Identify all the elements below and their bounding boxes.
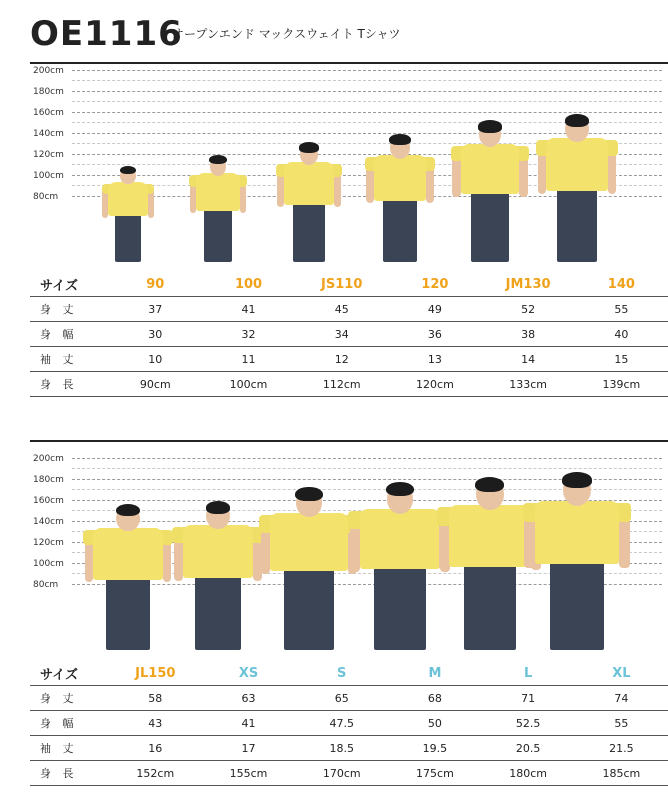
figure-hair — [206, 501, 231, 514]
product-code: OE1116 — [30, 14, 183, 54]
ruler-label: 180cm — [33, 87, 64, 97]
value-cell: 45 — [295, 297, 388, 322]
value-cell: 17 — [202, 736, 295, 761]
size-cell: L — [482, 661, 575, 686]
ruler-label: 120cm — [33, 538, 64, 548]
ruler-label: 80cm — [33, 192, 59, 202]
figure-legs — [464, 565, 517, 650]
value-cell: 170cm — [295, 761, 388, 786]
figure-shirt — [374, 155, 427, 200]
figure-hair — [478, 120, 502, 132]
value-cell: 185cm — [575, 761, 668, 786]
measure-row — [30, 761, 668, 786]
size-cell: XL — [575, 661, 668, 686]
ruler-label: 200cm — [33, 454, 64, 464]
figure-legs — [471, 192, 509, 262]
value-cell: 180cm — [482, 761, 575, 786]
figure-shirt — [449, 505, 531, 567]
value-cell: 155cm — [202, 761, 295, 786]
figure-legs — [106, 578, 150, 650]
measure-row — [30, 372, 668, 397]
measure-row — [30, 686, 668, 711]
figure-legs — [204, 209, 232, 262]
value-cell: 13 — [388, 347, 481, 372]
value-cell: 90cm — [109, 372, 202, 397]
value-cell: 55 — [575, 297, 668, 322]
figure-legs — [550, 562, 604, 650]
value-cell: 58 — [109, 686, 202, 711]
value-cell: 63 — [202, 686, 295, 711]
row-label: 袖 丈 — [30, 736, 109, 761]
value-cell: 21.5 — [575, 736, 668, 761]
size-cell: JL150 — [109, 661, 202, 686]
row-label: 身 長 — [30, 761, 109, 786]
row-label: 身 長 — [30, 372, 109, 397]
value-cell: 68 — [388, 686, 481, 711]
value-cell: 52 — [482, 297, 575, 322]
figure-shirt — [196, 173, 240, 211]
value-cell: 112cm — [295, 372, 388, 397]
figure-shirt — [93, 528, 162, 580]
value-cell: 36 — [388, 322, 481, 347]
value-cell: 12 — [295, 347, 388, 372]
value-cell: 37 — [109, 297, 202, 322]
value-cell: 52.5 — [482, 711, 575, 736]
size-table-adults — [30, 661, 668, 786]
figure-legs — [115, 214, 140, 262]
figure-hair — [565, 114, 590, 127]
figure-hair — [386, 482, 414, 497]
row-label: 身 丈 — [30, 297, 109, 322]
product-name: オープンエンド マックスウェイト Tシャツ — [172, 27, 401, 41]
figure-legs — [284, 569, 334, 650]
value-cell: 55 — [575, 711, 668, 736]
value-cell: 15 — [575, 347, 668, 372]
figure-legs — [293, 203, 325, 262]
figure-hair — [475, 477, 504, 492]
section1-top-rule — [30, 62, 668, 64]
value-cell: 139cm — [575, 372, 668, 397]
figure-legs — [195, 576, 240, 650]
ruler-label: 180cm — [33, 475, 64, 485]
value-cell: 41 — [202, 711, 295, 736]
value-cell: 120cm — [388, 372, 481, 397]
value-cell: 49 — [388, 297, 481, 322]
size-cell: 120 — [388, 272, 481, 297]
size-cell: JS110 — [295, 272, 388, 297]
figure-hair — [116, 504, 140, 517]
figure-hair — [562, 472, 592, 487]
value-cell: 32 — [202, 322, 295, 347]
value-cell: 74 — [575, 686, 668, 711]
ruler-label: 120cm — [33, 150, 64, 160]
value-cell: 43 — [109, 711, 202, 736]
figure-shirt — [360, 509, 440, 569]
value-cell: 16 — [109, 736, 202, 761]
row-label: サイズ — [30, 661, 109, 686]
value-cell: 65 — [295, 686, 388, 711]
figure-shirt — [108, 182, 148, 216]
value-cell: 40 — [575, 322, 668, 347]
measure-row — [30, 322, 668, 347]
row-label: 身 幅 — [30, 711, 109, 736]
measure-row — [30, 736, 668, 761]
size-cell: M — [388, 661, 481, 686]
figure-legs — [374, 567, 425, 650]
value-cell: 30 — [109, 322, 202, 347]
section2-top-rule — [30, 440, 668, 442]
value-cell: 38 — [482, 322, 575, 347]
figure-legs — [383, 199, 417, 262]
ruler-label: 100cm — [33, 171, 64, 181]
measure-row — [30, 297, 668, 322]
ruler-label: 140cm — [33, 517, 64, 527]
value-cell: 34 — [295, 322, 388, 347]
size-table-children — [30, 272, 668, 397]
row-label: 身 丈 — [30, 686, 109, 711]
value-cell: 133cm — [482, 372, 575, 397]
value-cell: 19.5 — [388, 736, 481, 761]
figure-hair — [389, 134, 410, 145]
size-cell: 100 — [202, 272, 295, 297]
figure-shirt — [183, 525, 254, 578]
size-cell: JM130 — [482, 272, 575, 297]
figure-hair — [209, 155, 227, 164]
value-cell: 47.5 — [295, 711, 388, 736]
value-cell: 14 — [482, 347, 575, 372]
ruler-label: 80cm — [33, 580, 59, 590]
row-label: サイズ — [30, 272, 109, 297]
figure-shirt — [546, 138, 607, 191]
size-row — [30, 661, 668, 686]
size-cell: XS — [202, 661, 295, 686]
value-cell: 50 — [388, 711, 481, 736]
children-figures — [0, 70, 668, 265]
value-cell: 20.5 — [482, 736, 575, 761]
figure-hair — [299, 142, 319, 152]
figure-hair — [120, 166, 136, 174]
row-label: 身 幅 — [30, 322, 109, 347]
figure-shirt — [535, 501, 619, 564]
size-cell: 140 — [575, 272, 668, 297]
ruler-label: 160cm — [33, 496, 64, 506]
size-cell: 90 — [109, 272, 202, 297]
measure-row — [30, 347, 668, 372]
value-cell: 41 — [202, 297, 295, 322]
value-cell: 100cm — [202, 372, 295, 397]
figure-shirt — [270, 513, 348, 571]
value-cell: 11 — [202, 347, 295, 372]
value-cell: 18.5 — [295, 736, 388, 761]
value-cell: 152cm — [109, 761, 202, 786]
figure-hair — [295, 487, 322, 501]
figure-shirt — [284, 162, 333, 204]
value-cell: 71 — [482, 686, 575, 711]
ruler-label: 100cm — [33, 559, 64, 569]
size-cell: S — [295, 661, 388, 686]
size-row — [30, 272, 668, 297]
measure-row — [30, 711, 668, 736]
value-cell: 10 — [109, 347, 202, 372]
ruler-label: 160cm — [33, 108, 64, 118]
row-label: 袖 丈 — [30, 347, 109, 372]
figure-legs — [557, 189, 596, 262]
ruler-label: 140cm — [33, 129, 64, 139]
value-cell: 175cm — [388, 761, 481, 786]
ruler-label: 200cm — [33, 66, 64, 76]
figure-shirt — [461, 144, 520, 194]
adult-figures — [0, 458, 668, 653]
